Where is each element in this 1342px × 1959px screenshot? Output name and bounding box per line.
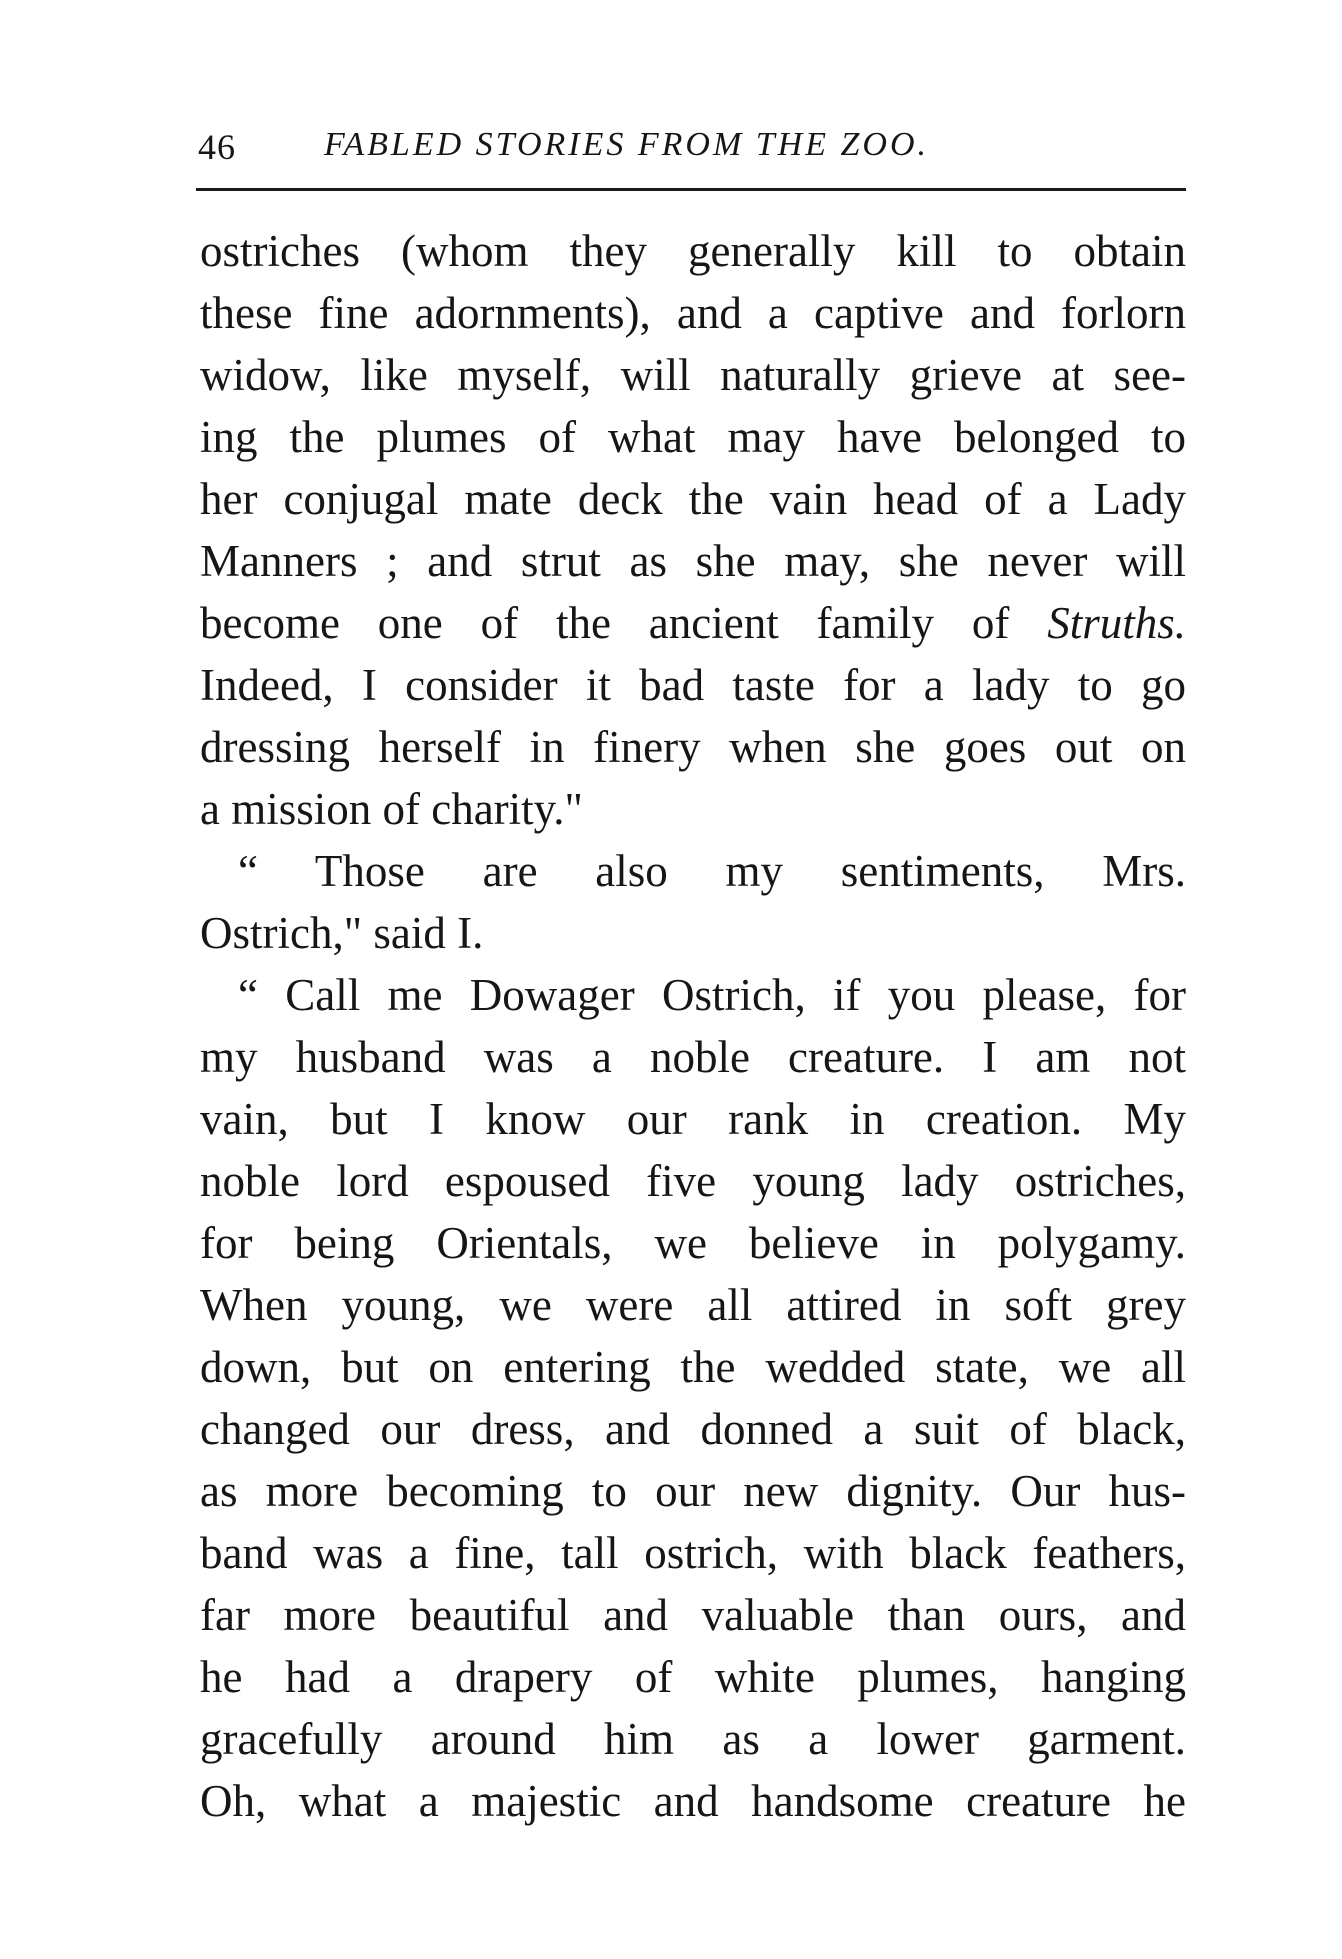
italic-word: Struths. [1047,598,1186,648]
text-line: widow, like myself, will naturally grieve at see- [200,350,1186,400]
text-line: her conjugal mate deck the vain head of a Lady [200,474,1186,524]
text-line: these fine adornments), and a captive and forlorn [200,288,1186,338]
text-line: he had a drapery of white plumes, hanging [200,1652,1186,1702]
text-line-segment: become one of the ancient family of [200,598,1010,648]
text-line: When young, we were all attired in soft grey [200,1280,1186,1330]
text-line [200,592,1186,654]
text-line: Ostrich," said I. [200,908,484,958]
text-line: dressing herself in finery when she goes out on [200,722,1186,772]
text-line: “ Those are also my sentiments, Mrs. [238,846,1186,896]
text-line: Manners ; and strut as she may, she never will [200,536,1186,586]
text-line: down, but on entering the wedded state, we all [200,1342,1186,1392]
text-line: ing the plumes of what may have belonged to [200,412,1186,462]
text-line: band was a fine, tall ostrich, with black feathers, [200,1528,1186,1578]
text-line: for being Orientals, we believe in polygamy. [200,1218,1186,1268]
text-line: changed our dress, and donned a suit of black, [200,1404,1186,1454]
running-title: FABLED STORIES FROM THE ZOO. [324,126,930,163]
body-text [200,220,1186,1832]
page-number: 46 [198,127,236,167]
page-header [198,118,1186,178]
text-line: Indeed, I consider it bad taste for a lady to go [200,660,1186,710]
text-line: my husband was a noble creature. I am not [200,1032,1186,1082]
text-line: far more beautiful and valuable than ours, and [200,1590,1186,1640]
text-line: gracefully around him as a lower garment. [200,1714,1186,1764]
header-rule [196,188,1186,191]
text-line: a mission of charity." [200,784,583,834]
text-line: noble lord espoused five young lady ostriches, [200,1156,1186,1206]
text-line: as more becoming to our new dignity. Our hus- [200,1466,1186,1516]
text-line: Oh, what a majestic and handsome creature he [200,1776,1186,1826]
text-line: ostriches (whom they generally kill to obtain [200,226,1186,276]
text-line: “ Call me Dowager Ostrich, if you please, for [238,970,1186,1020]
text-line: vain, but I know our rank in creation. My [200,1094,1186,1144]
